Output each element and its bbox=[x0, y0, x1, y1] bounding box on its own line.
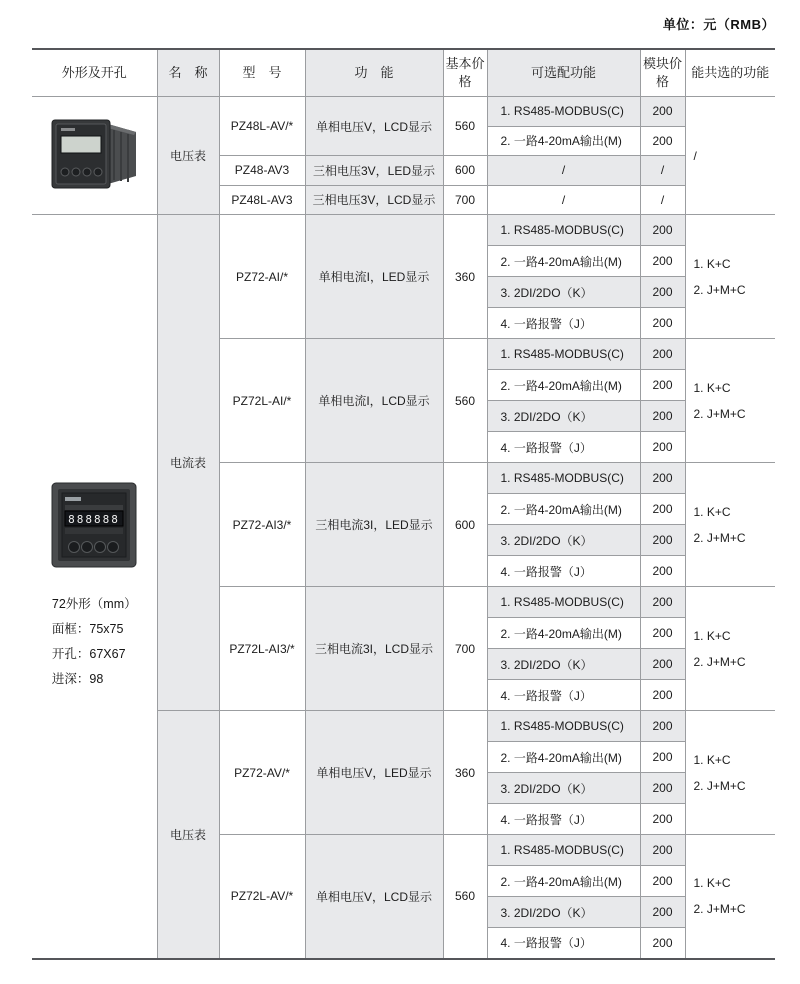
combinable-value: 2. J+M+C bbox=[693, 778, 746, 793]
combinable-value: 1. K+C bbox=[693, 504, 731, 519]
option-label-cell: 3. 2DI/2DO（K） bbox=[487, 401, 640, 432]
module-price-cell: / bbox=[640, 185, 685, 215]
base-price-cell: 560 bbox=[443, 339, 487, 463]
option-label-cell: 4. 一路报警（J） bbox=[487, 804, 640, 835]
pz48-meter-photo bbox=[44, 110, 144, 202]
option-label-cell: 1. RS485-MODBUS(C) bbox=[487, 215, 640, 246]
combinable-cell bbox=[685, 711, 775, 835]
module-price-cell: 200 bbox=[640, 308, 685, 339]
function-cell: 单相电流I，LED显示 bbox=[305, 215, 443, 339]
col-header-optional: 可选配功能 bbox=[487, 49, 640, 97]
module-price-cell: 200 bbox=[640, 126, 685, 156]
model-cell: PZ72-AV/* bbox=[219, 711, 305, 835]
function-cell: 三相电压3V，LCD显示 bbox=[305, 185, 443, 215]
combinable-value: 1. K+C bbox=[693, 752, 731, 767]
option-label-cell: 1. RS485-MODBUS(C) bbox=[487, 587, 640, 618]
option-label-cell: / bbox=[487, 156, 640, 186]
col-header-model: 型 号 bbox=[219, 49, 305, 97]
option-label-cell: 4. 一路报警（J） bbox=[487, 308, 640, 339]
module-price-cell: / bbox=[640, 156, 685, 186]
module-price-cell: 200 bbox=[640, 370, 685, 401]
module-price-cell: 200 bbox=[640, 711, 685, 742]
unit-note: 单位：元（RMB） bbox=[662, 17, 775, 32]
combinable-value: 1. K+C bbox=[693, 876, 731, 891]
combinable-cell bbox=[685, 339, 775, 463]
combinable-cell bbox=[685, 463, 775, 587]
option-label-cell: 3. 2DI/2DO（K） bbox=[487, 897, 640, 928]
option-label-cell: 3. 2DI/2DO（K） bbox=[487, 277, 640, 308]
option-label-cell: 1. RS485-MODBUS(C) bbox=[487, 339, 640, 370]
module-price-cell: 200 bbox=[640, 649, 685, 680]
option-label-cell: 3. 2DI/2DO（K） bbox=[487, 649, 640, 680]
option-label-cell: 2. 一路4-20mA输出(M) bbox=[487, 866, 640, 897]
combinable-cell bbox=[685, 215, 775, 339]
base-price-cell: 700 bbox=[443, 587, 487, 711]
combinable-value: / bbox=[693, 148, 697, 163]
option-label-cell: 2. 一路4-20mA输出(M) bbox=[487, 618, 640, 649]
module-price-cell: 200 bbox=[640, 525, 685, 556]
table-header-row bbox=[32, 49, 775, 97]
appearance-cell-pz72 bbox=[32, 215, 157, 959]
option-label-cell: 1. RS485-MODBUS(C) bbox=[487, 463, 640, 494]
module-price-cell: 200 bbox=[640, 866, 685, 897]
base-price-cell: 600 bbox=[443, 156, 487, 186]
col-header-name: 名 称 bbox=[157, 49, 219, 97]
option-label-cell: 1. RS485-MODBUS(C) bbox=[487, 97, 640, 127]
module-price-cell: 200 bbox=[640, 494, 685, 525]
function-cell: 单相电压V，LCD显示 bbox=[305, 97, 443, 156]
combinable-value: 2. J+M+C bbox=[693, 902, 746, 917]
module-price-cell: 200 bbox=[640, 835, 685, 866]
function-cell: 三相电压3V，LED显示 bbox=[305, 156, 443, 186]
option-label-cell: 2. 一路4-20mA输出(M) bbox=[487, 370, 640, 401]
meter-brand-mark bbox=[65, 497, 81, 501]
module-price-cell: 200 bbox=[640, 215, 685, 246]
module-price-cell: 200 bbox=[640, 587, 685, 618]
col-header-combinable: 能共选的功能 bbox=[685, 49, 775, 97]
option-label-cell: 3. 2DI/2DO（K） bbox=[487, 525, 640, 556]
model-cell: PZ72-AI/* bbox=[219, 215, 305, 339]
combinable-value: 2. J+M+C bbox=[693, 282, 746, 297]
function-cell: 单相电压V，LED显示 bbox=[305, 711, 443, 835]
module-price-cell: 200 bbox=[640, 680, 685, 711]
combinable-cell bbox=[685, 835, 775, 959]
combinable-value: 2. J+M+C bbox=[693, 530, 746, 545]
col-header-module-price: 模块价格 bbox=[640, 49, 685, 97]
module-price-cell: 200 bbox=[640, 246, 685, 277]
col-header-function: 功 能 bbox=[305, 49, 443, 97]
module-price-cell: 200 bbox=[640, 804, 685, 835]
module-price-cell: 200 bbox=[640, 432, 685, 463]
function-cell: 三相电流3I，LCD显示 bbox=[305, 587, 443, 711]
meter-dimension-line: 进深：98 bbox=[51, 672, 104, 687]
module-price-cell: 200 bbox=[640, 339, 685, 370]
option-label-cell: 3. 2DI/2DO（K） bbox=[487, 773, 640, 804]
base-price-cell: 560 bbox=[443, 97, 487, 156]
option-label-cell: / bbox=[487, 185, 640, 215]
option-label-cell: 4. 一路报警（J） bbox=[487, 680, 640, 711]
meter-display bbox=[61, 136, 101, 153]
meter-display-digits: 888888 bbox=[68, 513, 121, 527]
function-cell: 单相电流I，LCD显示 bbox=[305, 339, 443, 463]
base-price-cell: 560 bbox=[443, 835, 487, 959]
option-label-cell: 2. 一路4-20mA输出(M) bbox=[487, 494, 640, 525]
name-cell: 电流表 bbox=[157, 215, 219, 711]
pz72-meter-photo bbox=[49, 480, 139, 570]
base-price-cell: 700 bbox=[443, 185, 487, 215]
module-price-cell: 200 bbox=[640, 97, 685, 127]
combinable-value: 1. K+C bbox=[693, 628, 731, 643]
meter-dimension-line: 72外形（mm） bbox=[51, 597, 137, 612]
option-label-cell: 1. RS485-MODBUS(C) bbox=[487, 711, 640, 742]
col-header-base-price: 基本价格 bbox=[443, 49, 487, 97]
model-cell: PZ48-AV3 bbox=[219, 156, 305, 186]
option-label-cell: 1. RS485-MODBUS(C) bbox=[487, 835, 640, 866]
model-cell: PZ72-AI3/* bbox=[219, 463, 305, 587]
meter-dimension-line: 开孔：67X67 bbox=[51, 647, 126, 662]
combinable-cell bbox=[685, 97, 775, 215]
function-cell: 单相电压V，LCD显示 bbox=[305, 835, 443, 959]
combinable-value: 1. K+C bbox=[693, 380, 731, 395]
option-label-cell: 4. 一路报警（J） bbox=[487, 432, 640, 463]
model-cell: PZ72L-AI3/* bbox=[219, 587, 305, 711]
base-price-cell: 360 bbox=[443, 711, 487, 835]
function-cell: 三相电流3I，LED显示 bbox=[305, 463, 443, 587]
option-label-cell: 2. 一路4-20mA输出(M) bbox=[487, 126, 640, 156]
meter-dimensions bbox=[52, 592, 137, 692]
module-price-cell: 200 bbox=[640, 773, 685, 804]
meter-brand-mark bbox=[61, 128, 75, 131]
module-price-cell: 200 bbox=[640, 928, 685, 959]
option-label-cell: 4. 一路报警（J） bbox=[487, 556, 640, 587]
option-label-cell: 2. 一路4-20mA输出(M) bbox=[487, 246, 640, 277]
name-cell: 电压表 bbox=[157, 97, 219, 215]
model-cell: PZ48L-AV/* bbox=[219, 97, 305, 156]
appearance-cell-pz48 bbox=[32, 97, 157, 215]
module-price-cell: 200 bbox=[640, 463, 685, 494]
option-label-cell: 2. 一路4-20mA输出(M) bbox=[487, 742, 640, 773]
combinable-value: 2. J+M+C bbox=[693, 654, 746, 669]
model-cell: PZ48L-AV3 bbox=[219, 185, 305, 215]
meter-dimension-line: 面框：75x75 bbox=[51, 622, 124, 637]
module-price-cell: 200 bbox=[640, 897, 685, 928]
price-table bbox=[32, 48, 775, 960]
module-price-cell: 200 bbox=[640, 618, 685, 649]
module-price-cell: 200 bbox=[640, 401, 685, 432]
model-cell: PZ72L-AI/* bbox=[219, 339, 305, 463]
option-label-cell: 4. 一路报警（J） bbox=[487, 928, 640, 959]
table-row bbox=[32, 97, 775, 127]
module-price-cell: 200 bbox=[640, 556, 685, 587]
module-price-cell: 200 bbox=[640, 742, 685, 773]
combinable-cell bbox=[685, 587, 775, 711]
name-cell: 电压表 bbox=[157, 711, 219, 959]
col-header-appearance: 外形及开孔 bbox=[32, 49, 157, 97]
combinable-value: 1. K+C bbox=[693, 256, 731, 271]
base-price-cell: 600 bbox=[443, 463, 487, 587]
base-price-cell: 360 bbox=[443, 215, 487, 339]
model-cell: PZ72L-AV/* bbox=[219, 835, 305, 959]
combinable-value: 2. J+M+C bbox=[693, 406, 746, 421]
module-price-cell: 200 bbox=[640, 277, 685, 308]
table-row bbox=[32, 215, 775, 246]
